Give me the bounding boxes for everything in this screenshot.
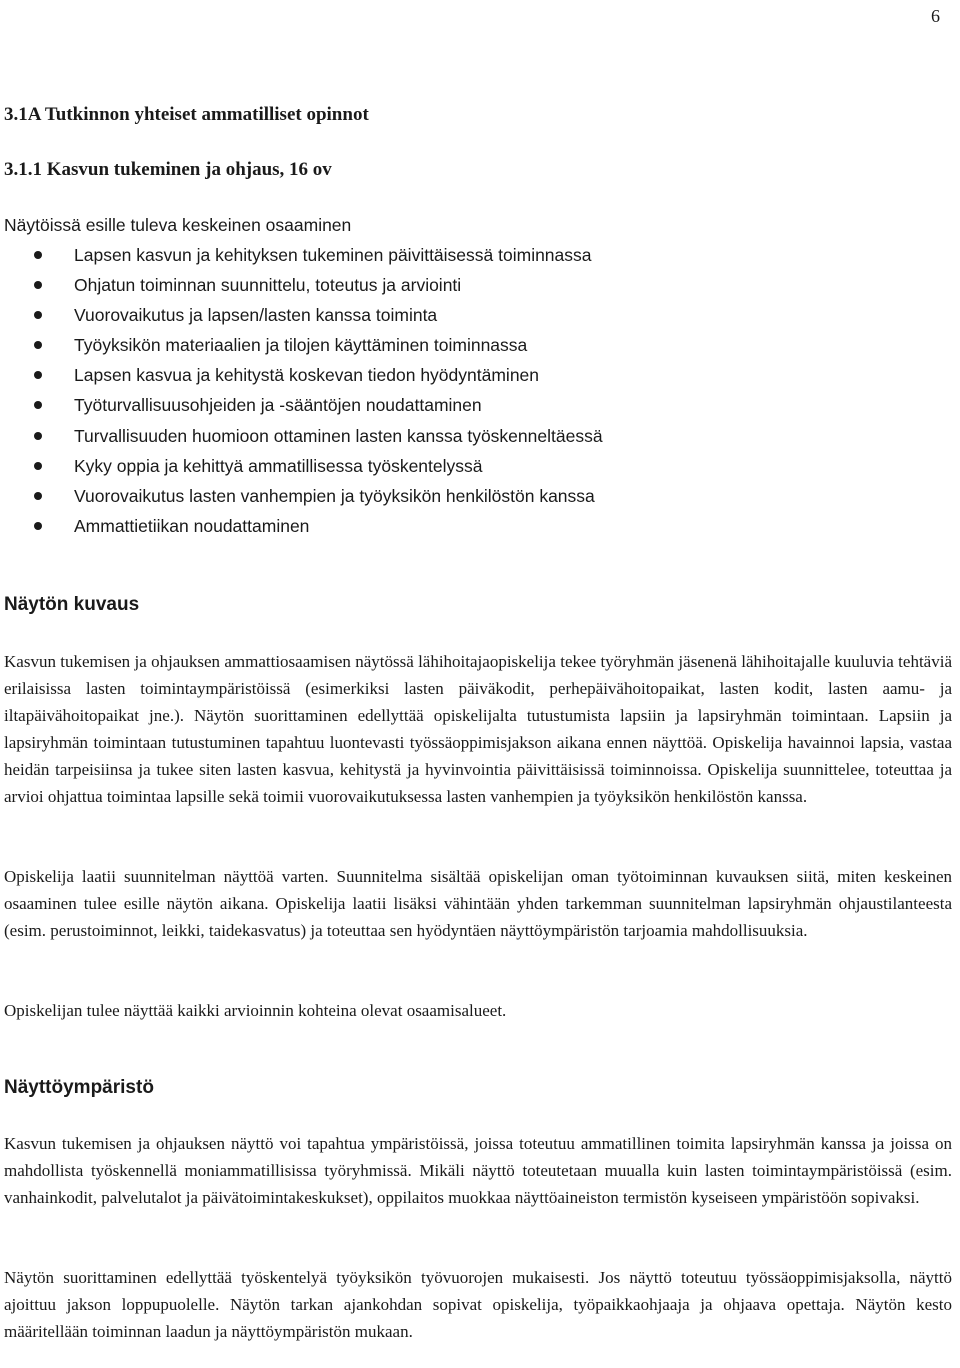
list-item: [0, 390, 603, 420]
bullet-icon: [34, 462, 42, 470]
list-item: [0, 511, 603, 541]
bullet-icon: [34, 251, 42, 259]
section-heading: 3.1A Tutkinnon yhteiset ammatilliset opinnot: [4, 104, 369, 125]
bullet-icon: [34, 311, 42, 319]
list-item: [0, 240, 603, 270]
list-item: [0, 270, 603, 300]
list-item: [0, 330, 603, 360]
bullet-icon: [34, 281, 42, 289]
list-item: [0, 421, 603, 451]
bullet-icon: [34, 522, 42, 530]
list-item: [0, 451, 603, 481]
subsection-heading: 3.1.1 Kasvun tukeminen ja ohjaus, 16 ov: [4, 159, 332, 180]
environment-paragraph-2: Näytön suorittaminen edellyttää työskentelyä työyksikön työvuorojen mukaisesti. Jos näyttö toteutuu työssäoppimisjaksolla, näyttö ajoittuu jakson loppupuolelle. Näytön tarkan ajankohdan sopivat opiskelija, työpaikkaohjaaja ja ohjaava opettaja. Näytön kesto määritellään toiminnan laadun ja näyttöympäristön mukaan.: [4, 1268, 952, 1341]
skills-list: [0, 240, 603, 541]
skill-text: Työyksikön materiaalien ja tilojen käyttäminen toiminnassa: [74, 335, 528, 356]
skill-text: Turvallisuuden huomioon ottaminen lasten kanssa työskenneltäessä: [74, 425, 603, 446]
description-heading: Näytön kuvaus: [4, 594, 140, 615]
skill-text: Ammattietiikan noudattaminen: [74, 515, 310, 536]
skills-intro: Näytöissä esille tuleva keskeinen osaaminen: [4, 215, 352, 235]
skill-text: Lapsen kasvua ja kehitystä koskevan tiedon hyödyntäminen: [74, 365, 540, 386]
skill-text: Työturvallisuusohjeiden ja -sääntöjen noudattaminen: [74, 395, 482, 416]
skill-text: Lapsen kasvun ja kehityksen tukeminen päivittäisessä toiminnassa: [74, 245, 592, 265]
skill-text: Kyky oppia ja kehittyä ammatillisessa työskentelyssä: [74, 455, 483, 476]
list-item: [0, 360, 603, 390]
description-paragraph-2: Opiskelija laatii suunnitelman näyttöä varten. Suunnitelma sisältää opiskelijan oman työtoiminnan kuvauksen siitä, miten keskeinen osaaminen tulee esille näytön aikana. Opiskelija laatii lisäksi vähintään yhden tarkemman suunnitelman lapsiryhmän ohjaustilanteesta (esim. perustoiminnot, leikki, taidekasvatus) ja toteuttaa sen hyödyntäen näyttöympäristön tarjoamia mahdollisuuksia.: [4, 867, 952, 940]
environment-paragraph-1: Kasvun tukemisen ja ohjauksen näyttö voi tapahtua ympäristöissä, joissa toteutuu ammatillinen toimita lapsiryhmän kanssa ja joissa on mahdollista työskennellä moniammatillisissa työryhmissä. Mikäli näyttö toteutetaan muualla kuin lasten toimintaympäristöissä (esim. vanhainkodit, palvelutalot ja päivätoimintakeskukset), oppilaitos muokkaa näyttöaineiston termistön kyseiseen ympäristöön sopivaksi.: [4, 1134, 952, 1207]
bullet-icon: [34, 492, 42, 500]
description-paragraph-3: Opiskelijan tulee näyttää kaikki arvioinnin kohteina olevat osaamisalueet.: [4, 1001, 507, 1020]
list-item: [0, 481, 603, 511]
bullet-icon: [34, 401, 42, 409]
bullet-icon: [34, 371, 42, 379]
skill-text: Vuorovaikutus lasten vanhempien ja työyksikön henkilöstön kanssa: [74, 485, 595, 506]
skill-text: Ohjatun toiminnan suunnittelu, toteutus ja arviointi: [74, 275, 462, 296]
page-number: 6: [931, 6, 940, 26]
bullet-icon: [34, 341, 42, 349]
description-paragraph-1: Kasvun tukemisen ja ohjauksen ammattiosaamisen näytössä lähihoitajaopiskelija tekee työryhmän jäsenenä lähihoitajalle kuuluvia tehtäviä erilaisissa lasten toimintaympäristöissä (esimerkiksi lasten päiväkodit, perhepäivähoitopaikat, lasten kodit, lasten aamu- ja iltapäivähoitopaikat jne.). Näytön suorittaminen edellyttää opiskelijalta tutustumista lapsiin ja lapsiryhmän toimintaan. Lapsiin ja lapsiryhmän toimintaan tutustuminen tapahtuu luontevasti työssäoppimisjakson aikana ennen näyttöä. Opiskelija havainnoi lapsia, vastaa heidän tarpeisiinsa ja tukee siten lasten kasvua, kehitystä ja hyvinvointia päivittäisissä toiminnoissa. Opiskelija suunnittelee, toteuttaa ja arvioi ohjattua toimintaa lapsille sekä toimii vuorovaikutuksessa lasten vanhempien ja työyksikön henkilöstön kanssa.: [4, 652, 952, 806]
skill-text: Vuorovaikutus ja lapsen/lasten kanssa toiminta: [74, 305, 438, 326]
environment-heading: Näyttöympäristö: [4, 1077, 154, 1098]
bullet-icon: [34, 432, 42, 440]
list-item: [0, 300, 603, 330]
